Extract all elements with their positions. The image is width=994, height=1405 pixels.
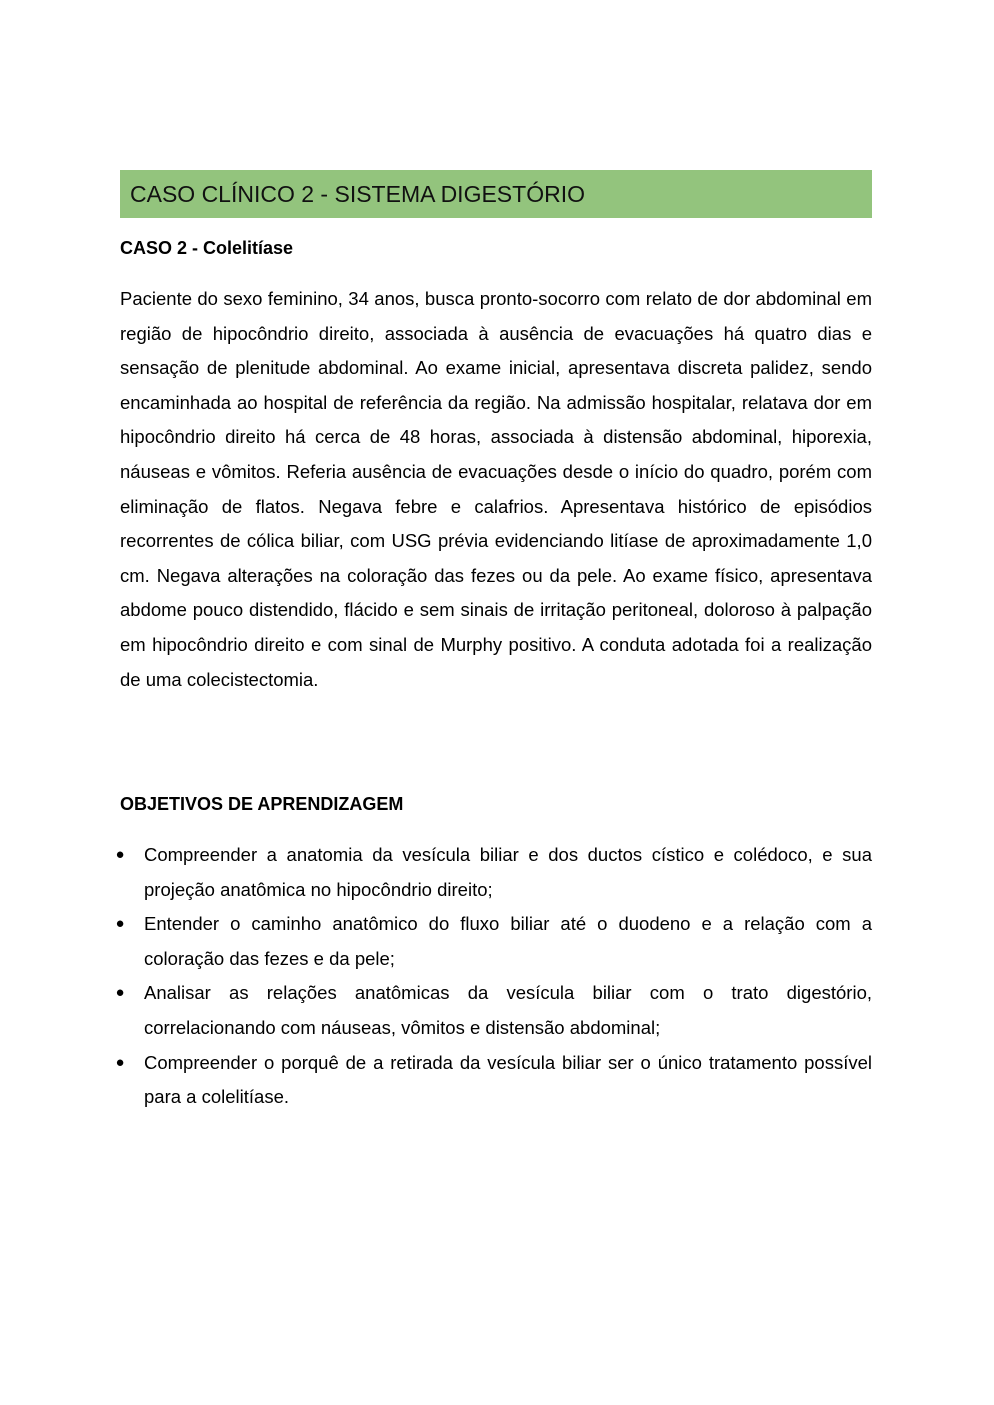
bullet-icon: ● [115,1053,125,1071]
objective-text: Compreender a anatomia da vesícula biliar e dos ductos cístico e colédoco, e sua projeção anatômica no hipocôndrio direito; [144,844,872,900]
title-banner [120,170,872,218]
bullet-icon: ● [115,915,125,933]
objectives-list [115,838,872,1115]
bullet-icon: ● [115,984,125,1002]
objective-item [115,907,872,976]
case-description: Paciente do sexo feminino, 34 anos, busca pronto-socorro com relato de dor abdominal em região de hipocôndrio direito, associada à ausência de evacuações há quatro dias e sensação de plenitude abdominal. Ao exame inicial, apresentava discreta palidez, sendo encaminhada ao hospital de referência da região. Na admissão hospitalar, relatava dor em hipocôndrio direito há cerca de 48 horas, associada à distensão abdominal, hiporexia, náuseas e vômitos. Referia ausência de evacuações desde o início do quadro, porém com eliminação de flatos. Negava febre e calafrios. Apresentava histórico de episódios recorrentes de cólica biliar, com USG prévia evidenciando litíase de aproximadamente 1,0 cm. Negava alterações na coloração das fezes ou da pele. Ao exame físico, apresentava abdome pouco distendido, flácido e sem sinais de irritação peritoneal, doloroso à palpação em hipocôndrio direito e com sinal de Murphy positivo. A conduta adotada foi a realização de uma colecistectomia. [120,288,872,690]
objectives-heading: OBJETIVOS DE APRENDIZAGEM [120,794,404,814]
bullet-icon: ● [115,846,125,863]
objective-item [115,976,872,1045]
objective-item [115,838,872,907]
objective-text: Entender o caminho anatômico do fluxo biliar até o duodeno e a relação com a coloração das fezes e da pele; [144,913,872,969]
case-heading: CASO 2 - Colelitíase [120,238,294,258]
document-title: CASO CLÍNICO 2 - SISTEMA DIGESTÓRIO [130,180,585,207]
objective-text: Analisar as relações anatômicas da vesícula biliar com o trato digestório, correlacionando com náuseas, vômitos e distensão abdominal; [144,982,872,1038]
objective-item [115,1046,872,1115]
objective-text: Compreender o porquê de a retirada da vesícula biliar ser o único tratamento possível para a colelitíase. [144,1051,872,1108]
